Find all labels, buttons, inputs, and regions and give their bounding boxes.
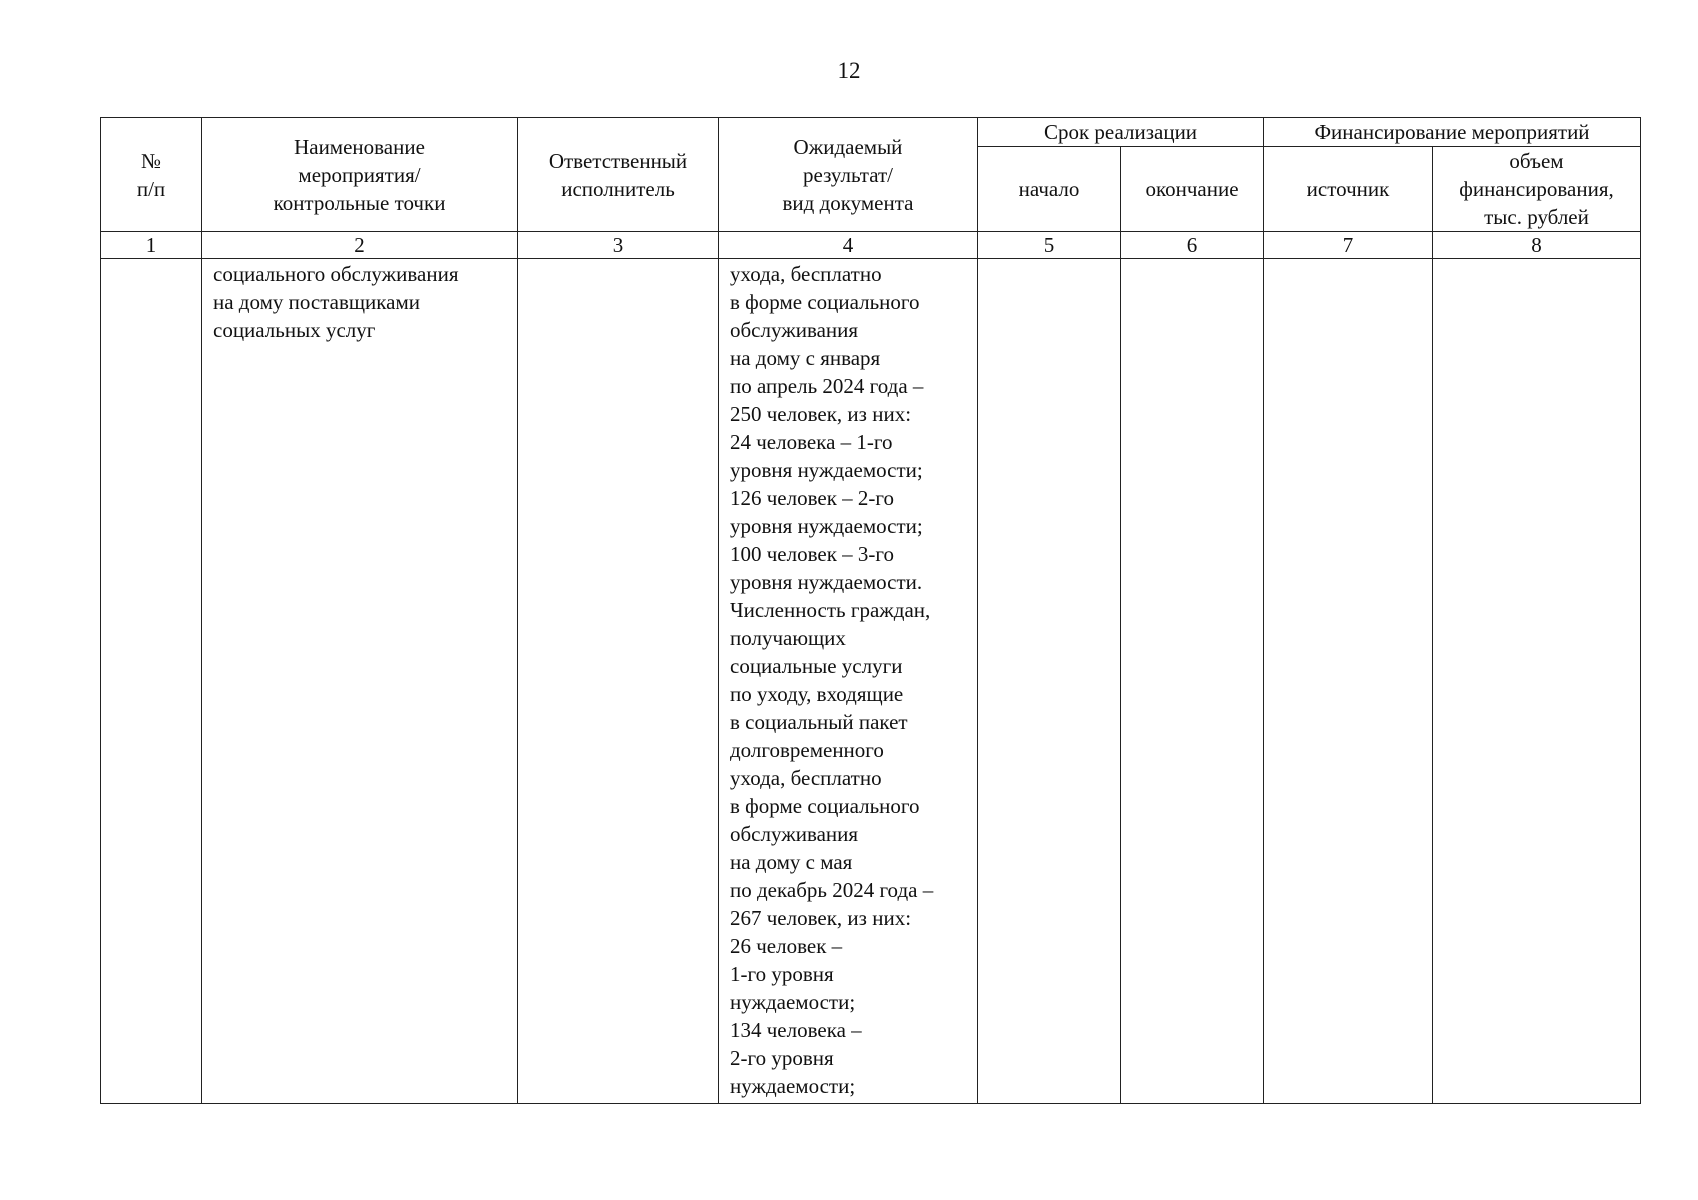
cell-end — [1121, 259, 1264, 1104]
expected-result-line: по уходу, входящие — [730, 682, 904, 706]
expected-result-line: нуждаемости; — [730, 1074, 856, 1098]
cell-start — [978, 259, 1121, 1104]
expected-result-line: получающих — [730, 626, 846, 650]
expected-result-line: на дому с мая — [730, 850, 853, 874]
expected-result-line: нуждаемости; — [730, 990, 856, 1014]
measure-name-line: социальных услуг — [213, 318, 376, 342]
expected-result-line: обслуживания — [730, 318, 859, 342]
cell-number — [101, 259, 202, 1104]
header-executor-line: Ответственный — [548, 148, 688, 173]
header-volume-line: финансирования, — [1459, 177, 1614, 201]
column-number: 7 — [1264, 232, 1433, 259]
measure-name-line: на дому поставщиками — [213, 290, 421, 314]
header-result-line: вид документа — [782, 190, 914, 215]
expected-result-line: 250 человек, из них: — [730, 402, 912, 426]
column-number-row — [101, 232, 1641, 259]
expected-result-line: ухода, бесплатно — [730, 262, 882, 286]
header-name-line: Наименование — [294, 134, 425, 159]
column-number: 1 — [101, 232, 202, 259]
header-executor — [518, 118, 719, 232]
header-period-group: Срок реализации — [978, 118, 1264, 147]
column-number: 6 — [1121, 232, 1264, 259]
cell-executor — [518, 259, 719, 1104]
expected-result-line: социальные услуги — [730, 654, 903, 678]
expected-result-line: уровня нуждаемости; — [730, 514, 923, 538]
header-number-line: п/п — [136, 176, 166, 201]
expected-result-line: в социальный пакет — [730, 710, 908, 734]
header-name-line: контрольные точки — [273, 190, 446, 215]
expected-result-line: на дому с января — [730, 346, 881, 370]
header-end: окончание — [1121, 147, 1264, 232]
header-number-line: № — [140, 148, 162, 173]
table-row — [101, 259, 1641, 1104]
header-source: источник — [1264, 147, 1433, 232]
expected-result-line: долговременного — [730, 738, 884, 762]
expected-result-line: ухода, бесплатно — [730, 766, 882, 790]
header-volume-line: тыс. рублей — [1484, 205, 1589, 229]
header-volume-line: объем — [1509, 149, 1564, 173]
cell-volume — [1433, 259, 1641, 1104]
header-name — [202, 118, 518, 232]
column-number: 5 — [978, 232, 1121, 259]
expected-result-line: 100 человек – 3-го — [730, 542, 895, 566]
header-funding-group: Финансирование мероприятий — [1264, 118, 1641, 147]
header-name-line: мероприятия/ — [298, 162, 421, 187]
expected-result-line: 2-го уровня — [730, 1046, 834, 1070]
cell-measure-name — [202, 259, 518, 1104]
page-number: 12 — [837, 58, 861, 83]
expected-result-line: 126 человек – 2-го — [730, 486, 895, 510]
measure-name-line: социального обслуживания — [213, 262, 459, 286]
expected-result-line: 26 человек – — [730, 934, 843, 958]
header-volume — [1433, 147, 1641, 232]
header-result-line: Ожидаемый — [793, 134, 903, 159]
expected-result-line: 1-го уровня — [730, 962, 834, 986]
expected-result-line: по декабрь 2024 года – — [730, 878, 934, 902]
column-number: 4 — [719, 232, 978, 259]
header-start: начало — [978, 147, 1121, 232]
column-number: 3 — [518, 232, 719, 259]
expected-result-text — [719, 259, 977, 1100]
expected-result-line: уровня нуждаемости; — [730, 458, 923, 482]
header-result — [719, 118, 978, 232]
header-number — [101, 118, 202, 232]
expected-result-line: в форме социального — [730, 794, 920, 818]
column-number: 8 — [1433, 232, 1641, 259]
expected-result-line: уровня нуждаемости. — [730, 570, 923, 594]
expected-result-line: по апрель 2024 года – — [730, 374, 924, 398]
expected-result-line: в форме социального — [730, 290, 920, 314]
header-executor-line: исполнитель — [561, 176, 675, 201]
cell-source — [1264, 259, 1433, 1104]
column-number: 2 — [202, 232, 518, 259]
header-result-line: результат/ — [803, 162, 893, 187]
expected-result-line: 134 человека – — [730, 1018, 862, 1042]
cell-expected-result — [719, 259, 978, 1104]
measure-name-text — [202, 259, 517, 344]
expected-result-line: 24 человека – 1-го — [730, 430, 893, 454]
expected-result-line: обслуживания — [730, 822, 859, 846]
expected-result-line: 267 человек, из них: — [730, 906, 912, 930]
measures-table — [100, 117, 1641, 1104]
expected-result-line: Численность граждан, — [730, 598, 931, 622]
